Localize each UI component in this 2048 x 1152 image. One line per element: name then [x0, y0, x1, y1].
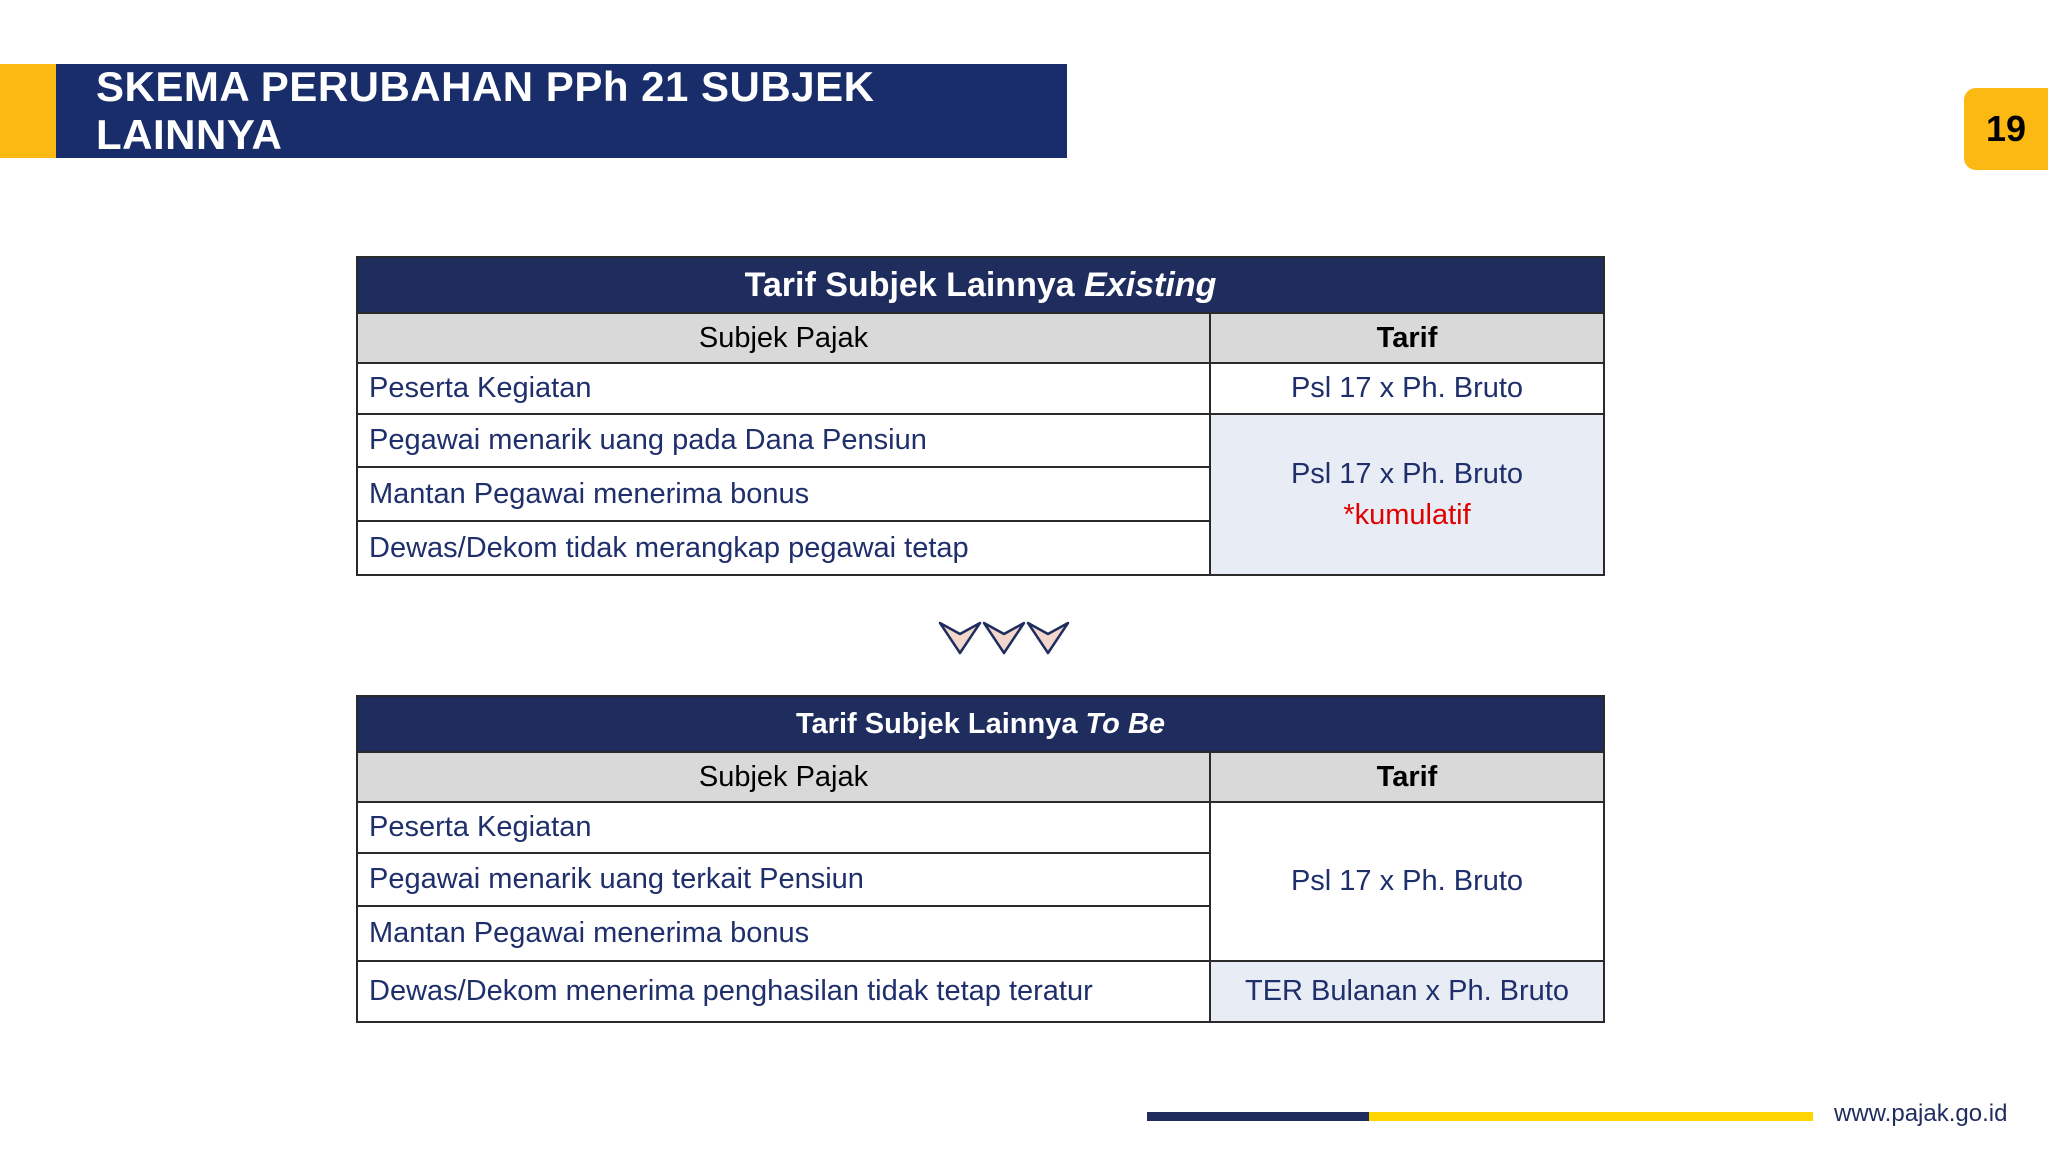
tobe-row-subject: Mantan Pegawai menerima bonus: [357, 906, 1210, 961]
existing-merged-rate-text: Psl 17 x Ph. Bruto: [1290, 457, 1524, 490]
existing-row-rate: Psl 17 x Ph. Bruto: [1210, 363, 1604, 414]
tobe-rate-table: [356, 695, 1605, 1023]
existing-rate-table: [356, 256, 1605, 576]
existing-col-rate: Tarif: [1210, 313, 1604, 363]
slide-title: [56, 64, 1067, 158]
footer-divider-dark: [1147, 1112, 1369, 1121]
tobe-row-rate: TER Bulanan x Ph. Bruto: [1210, 961, 1604, 1022]
tobe-row-subject: Peserta Kegiatan: [357, 802, 1210, 853]
chevron-down-icon: [938, 620, 1070, 656]
title-accent-bar: [0, 64, 56, 158]
tobe-row-subject: Dewas/Dekom menerima penghasilan tidak tetap teratur: [357, 961, 1210, 1022]
page-number-badge: [1964, 88, 2048, 170]
slide-title-text: SKEMA PERUBAHAN PPh 21 SUBJEK LAINNYA: [96, 63, 875, 158]
tobe-col-subject: Subjek Pajak: [357, 752, 1210, 802]
tobe-row-subject: Pegawai menarik uang terkait Pensiun: [357, 853, 1210, 906]
existing-row-subject: Peserta Kegiatan: [357, 363, 1210, 414]
existing-col-subject: Subjek Pajak: [357, 313, 1210, 363]
footer-divider-yellow: [1369, 1112, 1813, 1121]
page-number: 19: [1985, 108, 2027, 149]
tobe-table-title: Tarif Subjek Lainnya To Be: [357, 696, 1604, 752]
existing-merged-rate: [1210, 414, 1604, 575]
cumulative-note: *kumulatif: [1343, 498, 1471, 531]
existing-table-title: Tarif Subjek Lainnya Existing: [357, 257, 1604, 313]
tobe-merged-rate: Psl 17 x Ph. Bruto: [1210, 802, 1604, 961]
existing-row-subject: Pegawai menarik uang pada Dana Pensiun: [357, 414, 1210, 467]
existing-row-subject: Dewas/Dekom tidak merangkap pegawai tetap: [357, 521, 1210, 575]
existing-row-subject: Mantan Pegawai menerima bonus: [357, 467, 1210, 521]
tobe-col-rate: Tarif: [1210, 752, 1604, 802]
footer-website: www.pajak.go.id: [1834, 1100, 2008, 1127]
